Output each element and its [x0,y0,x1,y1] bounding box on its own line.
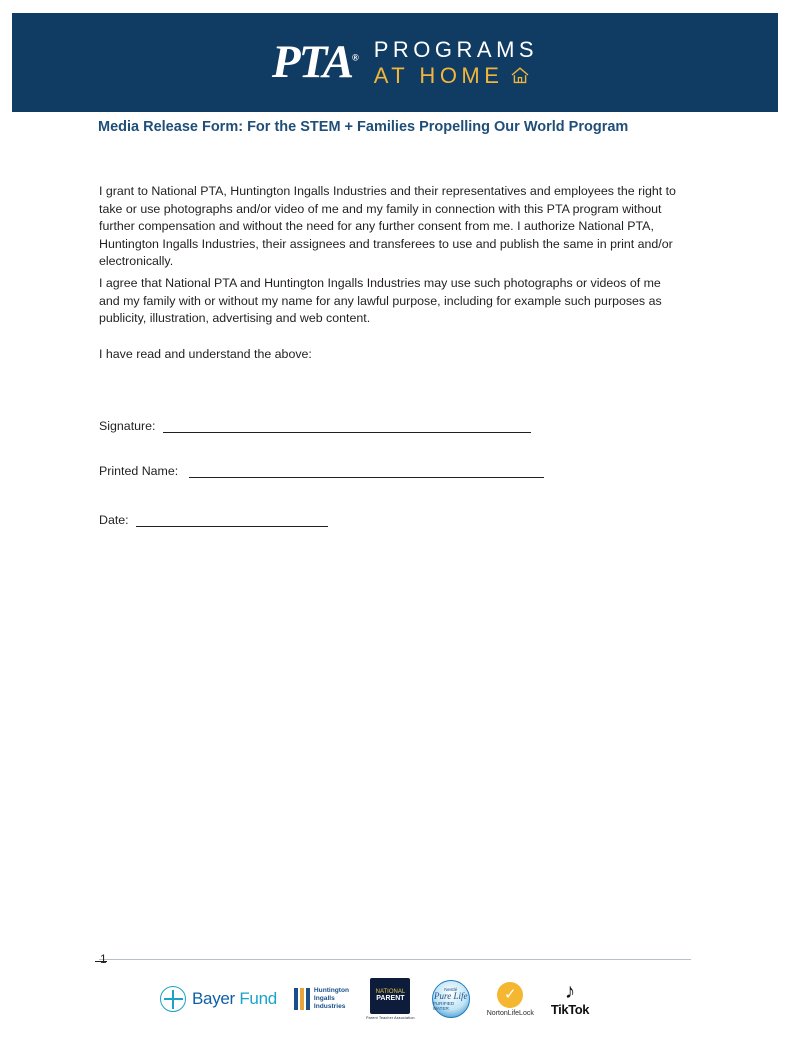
logo-text-block [374,38,538,86]
printed-name-field[interactable] [99,464,544,478]
nestle-line-2: Pure Life [434,991,468,1001]
date-label: Date: [99,513,133,527]
page-number: 1 [100,952,107,966]
navy-square-caption: Parent Teacher Association [366,1016,415,1020]
fund-text: Fund [234,989,277,1008]
pta-programs-at-home-logo [272,38,538,86]
printed-name-label: Printed Name: [99,464,186,478]
nestle-line-1: Nestlé [444,987,458,992]
logo-line-at-home-text: AT HOME [373,62,504,88]
tiktok-logo [551,981,589,1017]
date-field[interactable] [99,513,328,527]
signature-input-line[interactable] [163,422,531,433]
bayer-fund-label [192,989,277,1009]
hii-line-1: Huntington [313,986,350,994]
navy-square-sponsor-logo [366,978,415,1020]
hii-line-3: Industries [313,1003,346,1011]
hii-bars-icon [294,988,310,1010]
logo-line-at-home [374,64,538,87]
signature-field[interactable] [99,419,531,433]
logo-line-programs: PROGRAMS [373,37,539,63]
bayer-text: Bayer [192,989,235,1008]
navy-square-line-1: NATIONAL [375,988,406,995]
hii-label [314,987,349,1012]
music-note-icon: ♪ [564,980,576,1003]
bayer-cross-icon [160,986,186,1012]
navy-square-badge [370,978,410,1014]
nestle-pure-life-logo [432,980,470,1018]
norton-bold-text: NortonLife [486,1009,520,1017]
paragraph-agreement: I agree that National PTA and Huntington Ingalls Industries may use such photographs or videos of me and my family with or without my name for any lawful purpose, including for example such purposes as publicity, illustration, advertising and web content. [99,276,662,326]
page-title: Media Release Form: For the STEM + Families Propelling Our World Program [98,119,629,135]
printed-name-input-line[interactable] [189,467,544,478]
norton-rest-text: Lock [519,1009,534,1017]
navy-square-line-2: PARENT [376,995,405,1003]
sponsor-logo-strip [160,975,640,1023]
hii-line-2: Ingalls [313,994,335,1002]
date-input-line[interactable] [136,516,328,527]
paragraph-acknowledgement: I have read and understand the above: [99,347,312,361]
pta-wordmark [271,36,362,88]
norton-checkmark-icon: ✓ [497,982,523,1008]
header-banner [12,13,778,112]
footer-divider [99,959,691,960]
bayer-fund-logo [160,986,277,1012]
registered-trademark-icon: ® [352,52,359,63]
paragraph-grant: I grant to National PTA, Huntington Ingalls Industries and their representatives and employees the right to take or use photographs and/or video of me and my family in connection with this PTA program without further compensation and without the need for any further consent from me. I authorize National PTA, Huntington Ingalls Industries, their assignees and transferees to use and publish the same in print and/or electronically. [99,184,676,269]
tiktok-label: TikTok [550,1002,590,1017]
nortonlifelock-logo [487,982,534,1017]
logo-container [12,13,778,112]
huntington-ingalls-logo [294,987,349,1012]
home-icon [510,66,530,84]
nestle-line-3: PURIFIED WATER [432,1001,455,1011]
pta-wordmark-text: PTA [271,36,353,88]
norton-label [487,1010,534,1017]
signature-label: Signature: [99,419,159,433]
